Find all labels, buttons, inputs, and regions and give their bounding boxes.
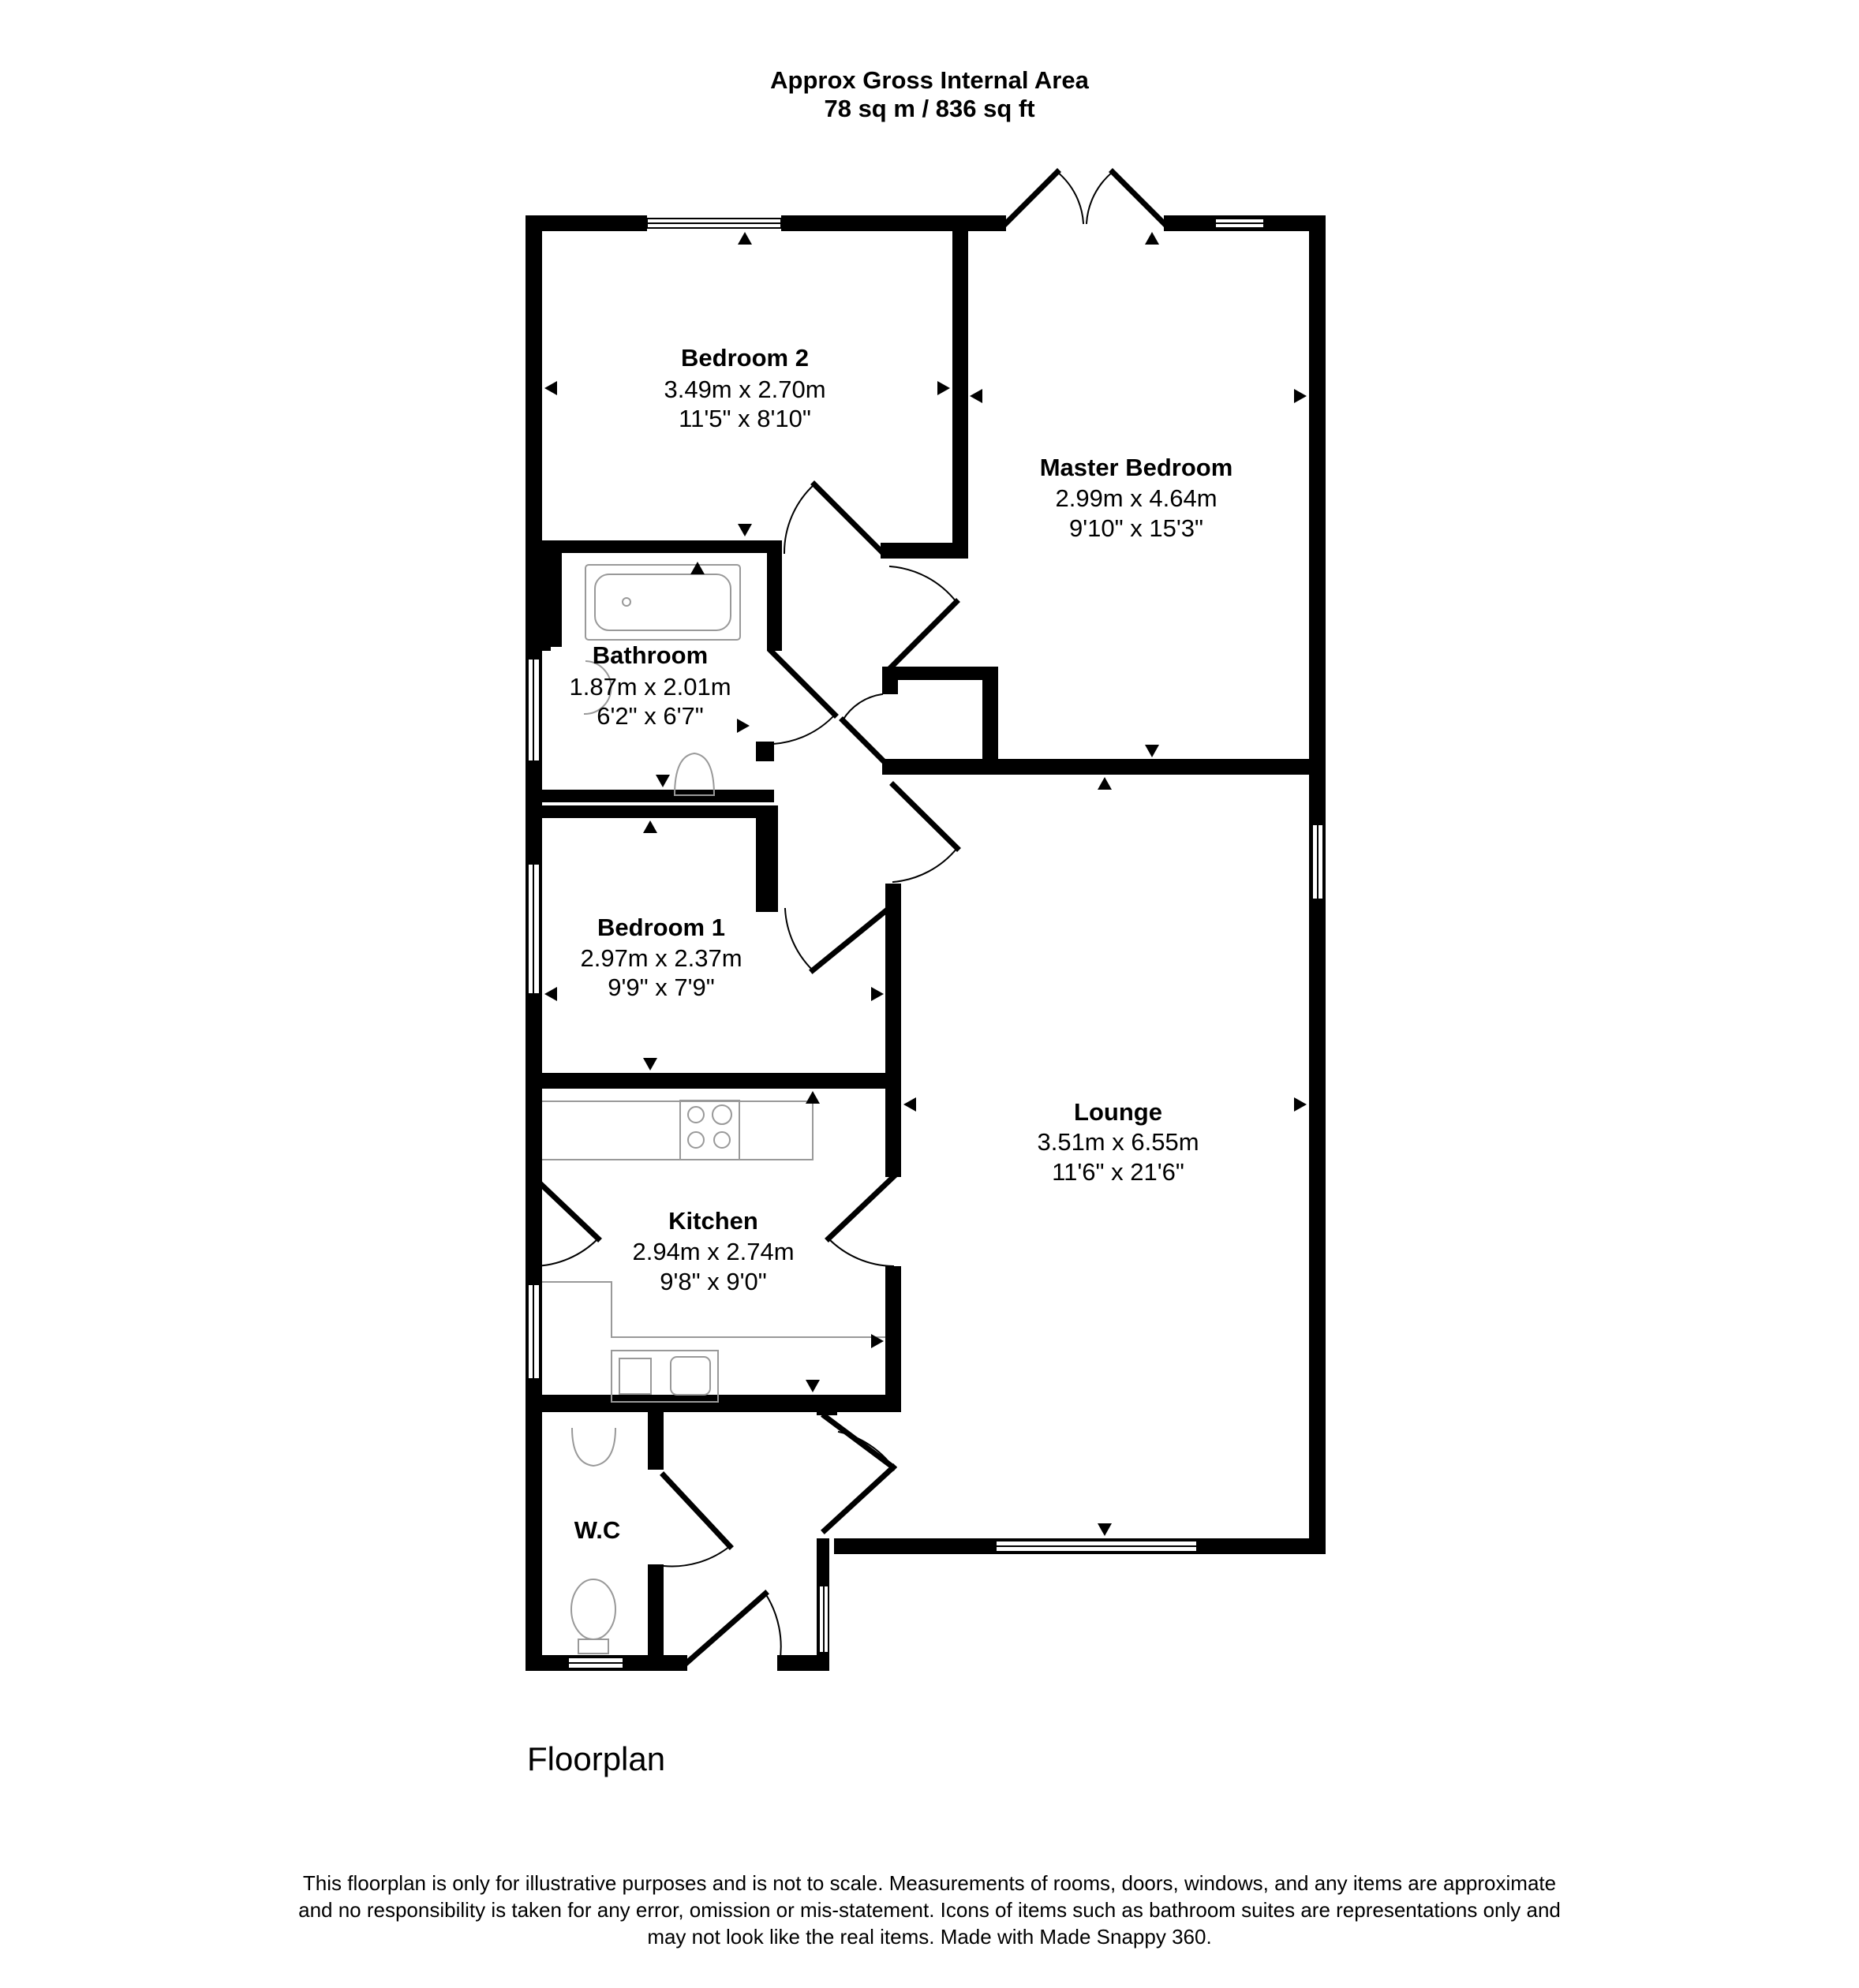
marker-arrow-icon [544,987,557,1001]
marker-arrow-icon [643,1058,657,1071]
room-name: Bathroom [592,641,709,669]
room-dimensions-metric: 2.97m x 2.37m [580,944,742,972]
walls [526,215,1326,1671]
windows [528,219,1323,1668]
marker-arrow-icon [1098,1523,1112,1536]
marker-arrow-icon [806,1380,820,1392]
marker-arrow-icon [1098,777,1112,790]
marker-arrow-icon [544,381,557,395]
disclaimer-line: and no responsibility is taken for any error, omission or mis-statement. Icons of items such as bathroom suites are representations only and [298,1898,1561,1922]
room-dimensions-metric: 3.51m x 6.55m [1037,1128,1199,1156]
fixtures [542,565,885,1654]
marker-arrow-icon [806,1091,820,1104]
room-name: Bedroom 1 [597,914,725,941]
room-dimensions-metric: 2.99m x 4.64m [1055,484,1218,512]
bathtub-icon [585,565,740,640]
marker-arrow-icon [737,719,750,733]
area-value: 78 sq m / 836 sq ft [824,95,1035,122]
room-dimensions-imperial: 9'9" x 7'9" [608,973,715,1001]
marker-arrow-icon [690,562,705,574]
marker-arrow-icon [937,381,950,395]
plan-title: Floorplan [527,1740,666,1777]
toilet-icon [571,1579,615,1639]
marker-arrow-icon [1145,232,1159,245]
marker-arrow-icon [871,1334,884,1348]
marker-arrow-icon [738,524,752,536]
room-name: W.C [574,1516,621,1544]
room-name: Bedroom 2 [681,344,809,372]
marker-arrow-icon [738,232,752,245]
room-dimensions-imperial: 6'2" x 6'7" [597,702,704,730]
marker-arrow-icon [1294,1097,1307,1112]
marker-arrow-icon [656,775,670,787]
basin-icon [675,753,714,795]
marker-arrow-icon [871,987,884,1001]
disclaimer-line: may not look like the real items. Made with Made Snappy 360. [647,1925,1212,1949]
room-dimensions-metric: 1.87m x 2.01m [569,673,731,701]
room-dimensions-imperial: 9'8" x 9'0" [660,1268,767,1295]
marker-arrow-icon [643,820,657,833]
room-dimensions-imperial: 11'6" x 21'6" [1052,1158,1184,1186]
marker-arrow-icon [1294,389,1307,403]
area-title: Approx Gross Internal Area [770,66,1089,94]
room-dimensions-imperial: 11'5" x 8'10" [679,405,811,432]
room-dimensions-metric: 3.49m x 2.70m [664,376,826,403]
disclaimer-line: This floorplan is only for illustrative purposes and is not to scale. Measurements of rooms, doors, windows, and any items are approximate [302,1871,1557,1895]
room-name: Kitchen [668,1207,758,1235]
marker-arrow-icon [970,389,982,403]
marker-arrow-icon [903,1097,916,1112]
room-dimensions-metric: 2.94m x 2.74m [632,1238,795,1265]
dimension-markers [544,232,1307,1536]
room-dimensions-imperial: 9'10" x 15'3" [1068,514,1204,542]
wc-basin-icon [572,1428,615,1466]
room-name: Lounge [1074,1098,1162,1126]
room-name: Master Bedroom [1039,454,1233,481]
marker-arrow-icon [1145,745,1159,757]
disclaimer [229,1870,1630,1950]
